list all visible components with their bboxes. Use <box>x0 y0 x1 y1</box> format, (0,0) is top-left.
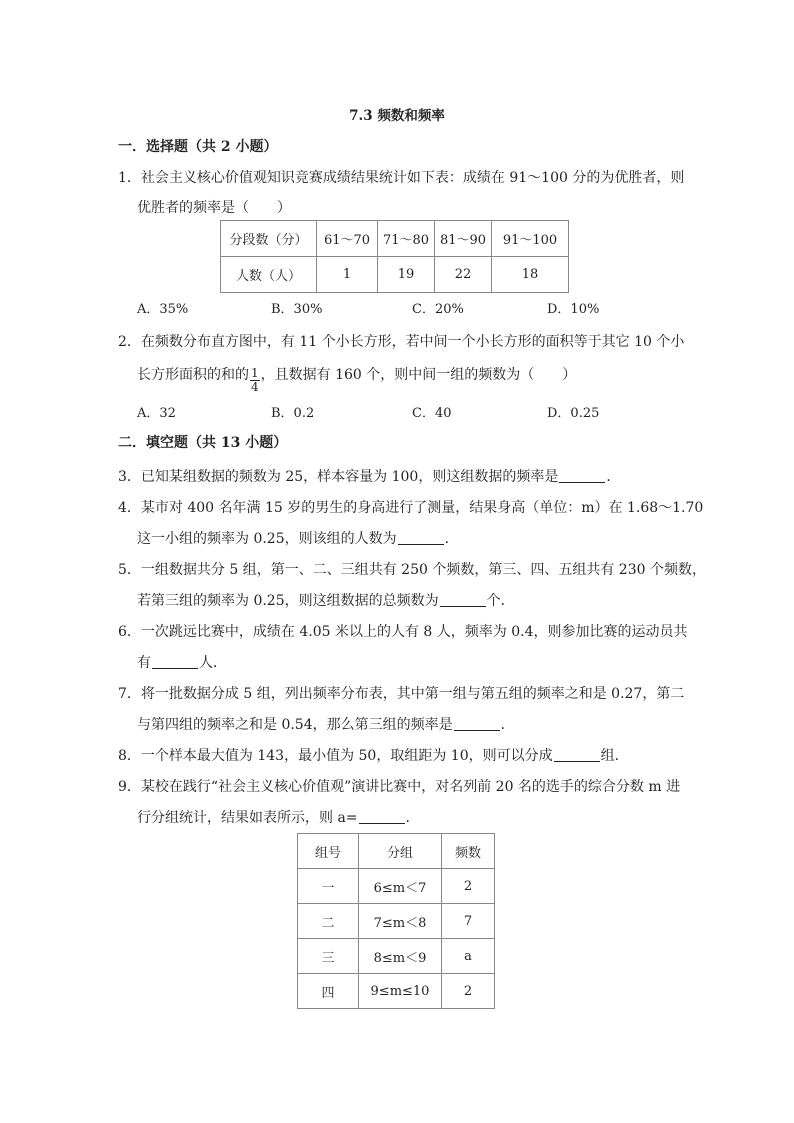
table-row <box>298 904 495 939</box>
answer-blank[interactable] <box>554 747 600 762</box>
q3-end: ． <box>606 469 621 485</box>
q4-text: 这一小组的频率为 0.25，则该组的人数为 <box>137 531 397 547</box>
table-cell: 二 <box>298 904 359 939</box>
fraction <box>250 367 260 394</box>
section-heading-fill: 二．填空题（共 13 小题） <box>118 435 288 451</box>
q7-end: ． <box>500 717 515 733</box>
score-table <box>220 220 569 293</box>
table-cell: 19 <box>378 257 435 293</box>
table-cell: 71～80 <box>378 221 435 257</box>
table-cell: 三 <box>298 939 359 974</box>
table-cell: 9≤m≤10 <box>359 974 442 1009</box>
q2-line2-post: ，且数据有 160 个，则中间一组的频数为（ ） <box>260 367 577 383</box>
q8-line <box>118 745 629 765</box>
q2-line2-pre: 长方形面积的和的 <box>137 367 249 383</box>
q2-line1: 2．在频数分布直方图中，有 11 个小长方形，若中间一个小长方形的面积等于其它 10 个小 <box>118 334 685 350</box>
option-c: C．40 <box>412 406 452 421</box>
q5-end: 个． <box>486 593 515 609</box>
answer-blank[interactable] <box>398 530 444 545</box>
q1-line2: 优胜者的频率是（ ） <box>137 200 291 216</box>
q3-text: 3．已知某组数据的频数为 25，样本容量为 100，则这组数据的频率是 <box>118 469 559 485</box>
table-cell: 组号 <box>298 834 359 869</box>
q5-text: 若第三组的频率为 0.25，则这组数据的总频数为 <box>137 593 439 609</box>
option-c: C．20% <box>412 302 464 317</box>
q7-text: 与第四组的频率之和是 0.54，那么第三组的频率是 <box>137 717 453 733</box>
q6-line2 <box>137 652 227 672</box>
q3-line <box>118 466 620 486</box>
answer-blank[interactable] <box>152 654 198 669</box>
table-row <box>298 869 495 904</box>
table-cell: 2 <box>442 974 495 1009</box>
table-cell: 一 <box>298 869 359 904</box>
q4-line1: 4．某市对 400 名年满 15 岁的男生的身高进行了测量，结果身高（单位：m）在 1.68～1.70 <box>118 500 704 516</box>
option-d: D．0.25 <box>547 406 600 421</box>
option-a: A．35% <box>137 302 189 317</box>
q9-line1: 9．某校在践行“社会主义核心价值观”演讲比赛中，对名列前 20 名的选手的综合分数 m 进 <box>118 779 681 795</box>
q8-text: 8．一个样本最大值为 143，最小值为 50，取组距为 10，则可以分成 <box>118 748 553 764</box>
q9-text: 行分组统计，结果如表所示，则 a= <box>137 810 358 826</box>
answer-blank[interactable] <box>454 716 500 731</box>
q5-line2 <box>137 590 515 610</box>
table-row <box>221 221 569 257</box>
answer-blank[interactable] <box>559 468 605 483</box>
table-cell: 分段数（分） <box>221 221 317 257</box>
q6-end: 人． <box>199 655 227 671</box>
q6-line1: 6．一次跳远比赛中，成绩在 4.05 米以上的人有 8 人，频率为 0.4，则参加比赛的运动员共 <box>118 624 688 640</box>
section-heading-choice: 一．选择题（共 2 小题） <box>118 139 278 155</box>
q1-line1: 1．社会主义核心价值观知识竞赛成绩结果统计如下表：成绩在 91～100 分的为优胜者，则 <box>118 170 685 186</box>
table-row <box>298 974 495 1009</box>
q7-line2 <box>137 714 515 734</box>
table-cell: a <box>442 939 495 974</box>
table-cell: 7 <box>442 904 495 939</box>
q4-line2 <box>137 528 459 548</box>
table-cell: 四 <box>298 974 359 1009</box>
table-row <box>298 939 495 974</box>
table-cell: 22 <box>435 257 492 293</box>
page-title: 7.3 频数和频率 <box>349 108 445 124</box>
table-cell: 18 <box>492 257 569 293</box>
table-cell: 7≤m＜8 <box>359 904 442 939</box>
option-a: A．32 <box>137 406 176 421</box>
q5-line1: 5．一组数据共分 5 组，第一、二、三组共有 250 个频数，第三、四、五组共有 230 个频数， <box>118 562 706 578</box>
table-row <box>221 257 569 293</box>
table-cell: 81～90 <box>435 221 492 257</box>
q4-end: ． <box>444 531 459 547</box>
option-b: B．30% <box>271 302 323 317</box>
fraction-numerator: 1 <box>251 366 259 380</box>
q2-line2 <box>137 364 576 394</box>
table-cell: 人数（人） <box>221 257 317 293</box>
table-cell: 61～70 <box>317 221 378 257</box>
table-cell: 分组 <box>359 834 442 869</box>
table-cell: 频数 <box>442 834 495 869</box>
q9-line2 <box>137 807 420 827</box>
option-b: B．0.2 <box>271 406 315 421</box>
table-row <box>298 834 495 869</box>
table-cell: 1 <box>317 257 378 293</box>
group-table <box>297 833 495 1009</box>
table-cell: 2 <box>442 869 495 904</box>
table-cell: 8≤m＜9 <box>359 939 442 974</box>
fraction-denominator: 4 <box>251 380 259 394</box>
q6-text: 有 <box>137 655 151 671</box>
q7-line1: 7．将一批数据分成 5 组，列出频率分布表，其中第一组与第五组的频率之和是 0.27，第二 <box>118 686 685 702</box>
option-d: D．10% <box>547 302 600 317</box>
q9-end: ． <box>405 810 420 826</box>
table-cell: 6≤m＜7 <box>359 869 442 904</box>
answer-blank[interactable] <box>440 592 486 607</box>
table-cell: 91～100 <box>492 221 569 257</box>
answer-blank[interactable] <box>359 809 405 824</box>
q8-end: 组． <box>600 748 629 764</box>
